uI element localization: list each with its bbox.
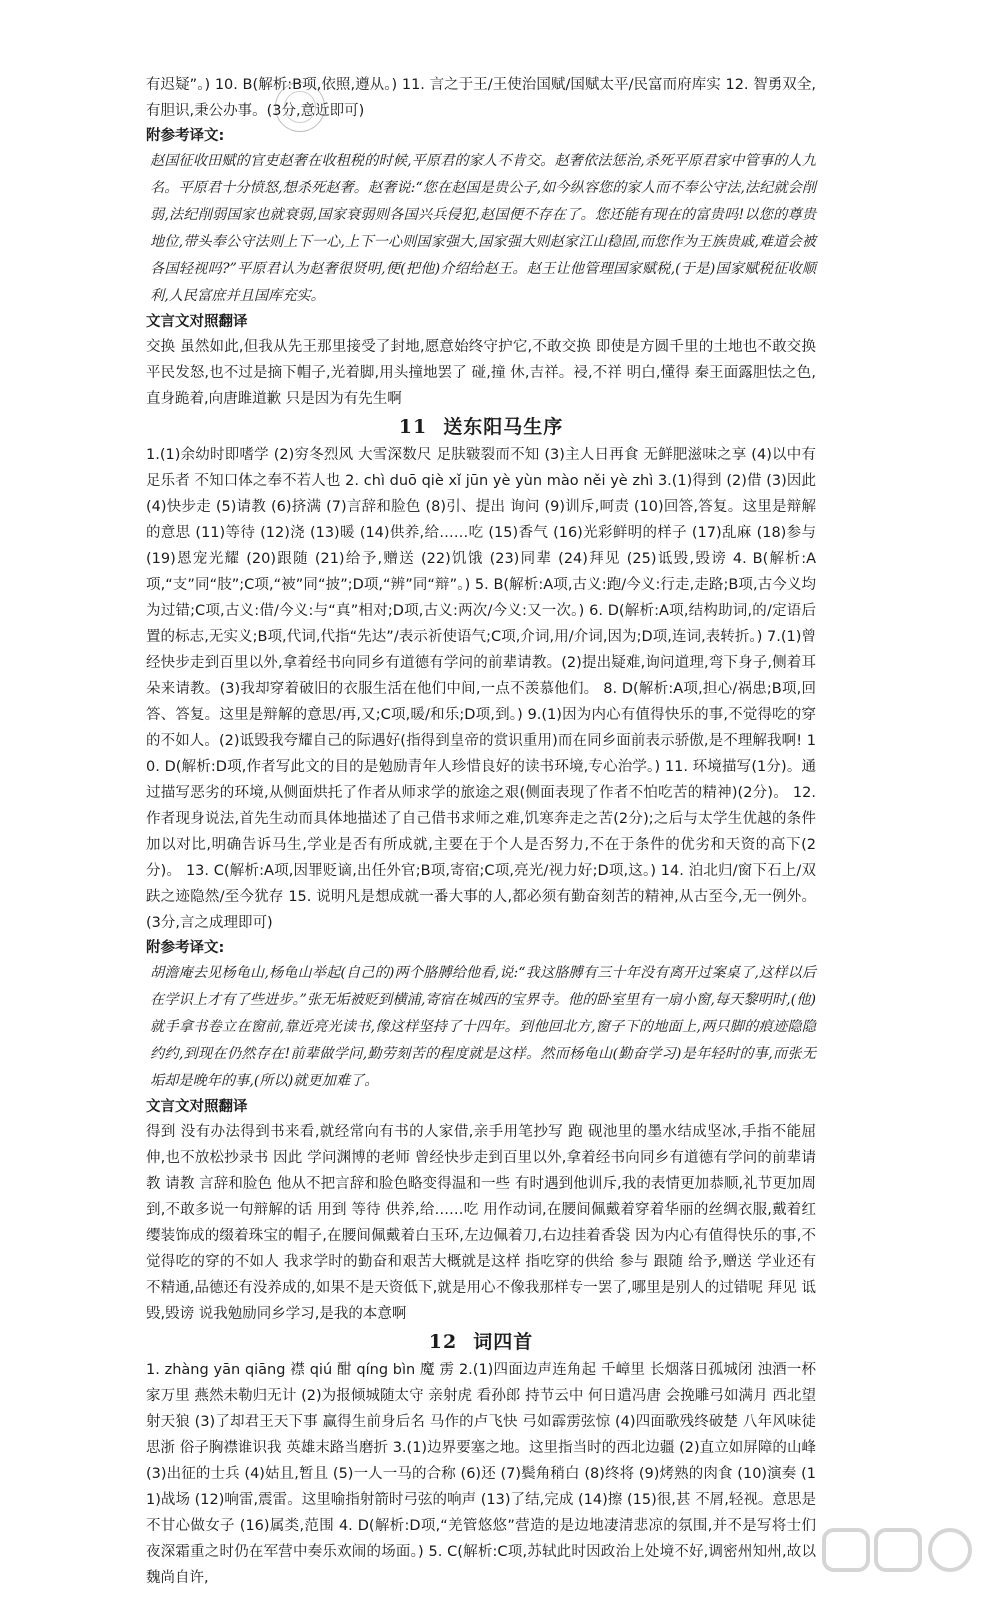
section-11-answers: 1.(1)余幼时即嗜学 (2)穷冬烈风 大雪深数尺 足肤皲裂而不知 (3)主人日再食 无鲜肥滋味之享 (4)以中有足乐者 不知口体之奉不若人也 2. chì duō qiè xǐ jūn yè yùn mào něi yè zhì 3.(1)得到 (2)借 (3)因此 (4)快步走 (5)请教 (6)挤满 (7)言辞和脸色 (8)引、提出 询问 (9)训斥,呵责 (10)回答,答复。这里是辩解的意思 (11)等待 (12)浇 (13)暖 (14)供养,给……吃 (15)香气 (16)光彩鲜明的样子 (17)乱麻 (18)参与 (19)恩宠光耀 (20)跟随 (21)给予,赠送 (22)饥饿 (23)同辈 (24)拜见 (25)诋毁,毁谤 4. B(解析:A项,“支”同“肢”;C项,“被”同“披”;D项,“辨”同“辩”。) 5. B(解析:A项,古义:跑/今义:行走,走路;B项,古今义均为过错;C项,古义:借/今义:与“真”相对;D项,古义:两次/今义:又一次。) 6. D(解析:A项,结构助词,的/定语后置的标志,无实义;B项,代词,代指“先达”/表示祈使语气;C项,介词,用/介词,因为;D项,连词,表转折。) 7.(1)曾经快步走到百里以外,拿着经书向同乡有道德有学问的前辈请教。(2)提出疑难,询问道理,弯下身子,侧着耳朵来请教。(3)我却穿着破旧的衣服生活在他们中间,一点不羡慕他们。 8. D(解析:A项,担心/祸患;B项,回答、答复。这里是辩解的意思/再,又;C项,暖/和乐;D项,到。) 9.(1)因为内心有值得快乐的事,不觉得吃的穿的不如人。(2)诋毁我夸耀自己的际遇好(指得到皇帝的赏识重用)而在同乡面前表示骄傲,是不理解我啊! 10. D(解析:D项,作者写此文的目的是勉励青年人珍惜良好的读书环境,专心治学。) 11. 环境描写(1分)。通过描写恶劣的环境,从侧面烘托了作者从师求学的旅途之艰(侧面表现了作者不怕吃苦的精神)(2分)。 12. 作者现身说法,首先生动而具体地描述了自己借书求师之难,饥寒奔走之苦(2分);之后与太学生优越的条件加以对比,明确告诉马生,学业是否有所成就,主要在于个人是否努力,不在于条件的优劣和天资的高下(2分)。 13. C(解析:A项,因罪贬谪,出任外官;B项,寄宿;C项,亮光/视力好;D项,这。) 14. 泊北归/窗下石上/双趺之迹隐然/至今犹存 15. 说明凡是想成就一番大事的人,都必须有勤奋刻苦的精神,从古至今,无一例外。(3分,言之成理即可) xyxy=(146,447,816,931)
section-11-number: 11 xyxy=(398,416,428,438)
section-12-name: 词四首 xyxy=(473,1331,534,1353)
section-11-ref-heading: 附参考译文: xyxy=(146,940,225,956)
section-12-answers: 1. zhàng yān qiāng 襟 qiú 酣 qíng bìn 魔 雳 2.(1)四面边声连角起 千嶂里 长烟落日孤城闭 浊酒一杯家万里 燕然未勒归无计 (2)为报倾城随太守 亲射虎 看孙郎 持节云中 何日遣冯唐 会挽雕弓如满月 西北望 射天狼 (3)了却君王天下事 赢得生前身后名 马作的卢飞快 弓如霹雳弦惊 (4)四面歌残终破楚 八年风味徒思浙 俗子胸襟谁识我 英雄末路当磨折 3.(1)边界要塞之地。这里指当时的西北边疆 (2)直立如屏障的山峰 (3)出征的士兵 (4)姑且,暂且 (5)一人一马的合称 (6)还 (7)鬓角稍白 (8)终将 (9)烤熟的肉食 (10)演奏 (11)战场 (12)响雷,震雷。这里喻指射箭时弓弦的响声 (13)了结,完成 (14)擦 (15)很,甚 不屑,轻视。意思是不甘心做女子 (16)属类,范围 4. D(解析:D项,“羌管悠悠”营造的是边地凄清悲凉的氛围,并不是写将士们夜深霜重之时仍在军营中奏乐欢闹的场面。) 5. C(解析:C项,苏轼此时因政治上处境不好,调密州知州,故以魏尚自许, xyxy=(146,1362,816,1586)
watermark-logo-icon xyxy=(820,1522,980,1582)
answer-column xyxy=(146,72,816,1591)
section-12-number: 12 xyxy=(428,1331,458,1353)
ref-translation-text: 赵国征收田赋的官吏赵奢在收租税的时候,平原君的家人不肯交。赵奢依法惩治,杀死平原君家中管事的人九名。平原君十分愤怒,想杀死赵奢。赵奢说:“您在赵国是贵公子,如今纵容您的家人而不奉公守法,法纪就会削弱,法纪削弱国家也就衰弱,国家衰弱则各国兴兵侵犯,赵国便不存在了。您还能有现在的富贵吗!以您的尊贵地位,带头奉公守法则上下一心,上下一心则国家强大,国家强大则赵家江山稳固,而您作为王族贵戚,难道会被各国轻视吗?”平原君认为赵奢很贤明,便(把他)介绍给赵王。赵王让他管理国家赋税,(于是)国家赋税征收顺利,人民富庶并且国库充实。 xyxy=(150,153,816,304)
section-12-title xyxy=(146,1327,816,1357)
comparison-heading: 文言文对照翻译 xyxy=(146,314,248,330)
section-11-name: 送东阳马生序 xyxy=(443,416,564,438)
top-answers: 有迟疑”。) 10. B(解析:B项,依照,遵从。) 11. 言之于王/王使治国赋/国赋太平/民富而府库实 12. 智勇双全,有胆识,秉公办事。(3分,意近即可) xyxy=(146,77,816,119)
section-11-ref-text: 胡澹庵去见杨龟山,杨龟山举起(自己的)两个胳膊给他看,说:“我这胳膊有三十年没有离开过案桌了,这样以后在学识上才有了些进步。”张无垢被贬到横浦,寄宿在城西的宝界寺。他的卧室里有一扇小窗,每天黎明时,(他)就手拿书卷立在窗前,靠近亮光读书,像这样坚持了十四年。到他回北方,窗子下的地面上,两只脚的痕迹隐隐约约,到现在仍然存在!前辈做学问,勤劳刻苦的程度就是这样。然而杨龟山(勤奋学习)是年轻时的事,而张无垢却是晚年的事,(所以)就更加难了。 xyxy=(150,965,816,1089)
ref-translation-heading: 附参考译文: xyxy=(146,128,225,144)
section-11-comparison-text: 得到 没有办法得到书来看,就经常向有书的人家借,亲手用笔抄写 跑 砚池里的墨水结成坚冰,手指不能屈伸,也不放松抄录书 因此 学问渊博的老师 曾经快步走到百里以外,拿着经书向同乡有道德有学问的前辈请教 请教 言辞和脸色 他从不把言辞和脸色略变得温和一些 有时遇到他训斥,我的表情更加恭顺,礼节更加周到,不敢多说一句辩解的话 用到 等待 供养,给……吃 用作动词,在腰间佩戴着穿着华丽的丝绸衣服,戴着红缨装饰成的缀着珠宝的帽子,在腰间佩戴着白玉环,左边佩着刀,右边挂着香袋 因为内心有值得快乐的事,不觉得吃的穿的不如人 我求学时的勤奋和艰苦大概就是这样 指吃穿的供给 参与 跟随 给予,赠送 学业还有不精通,品德还有没养成的,如果不是天资低下,就是用心不像我那样专一罢了,哪里是别人的过错呢 拜见 诋毁,毁谤 说我勉励同乡学习,是我的本意啊 xyxy=(146,1124,816,1322)
section-11-title xyxy=(146,412,816,442)
comparison-text: 交换 虽然如此,但我从先王那里接受了封地,愿意始终守护它,不敢交换 即使是方圆千里的土地也不敢交换 平民发怒,也不过是摘下帽子,光着脚,用头撞地罢了 碰,撞 休,吉祥。祲,不祥 明白,懂得 秦王面露胆怯之色,直身跪着,向唐雎道歉 只是因为有先生啊 xyxy=(146,339,816,407)
section-11-comparison-heading: 文言文对照翻译 xyxy=(146,1099,248,1115)
